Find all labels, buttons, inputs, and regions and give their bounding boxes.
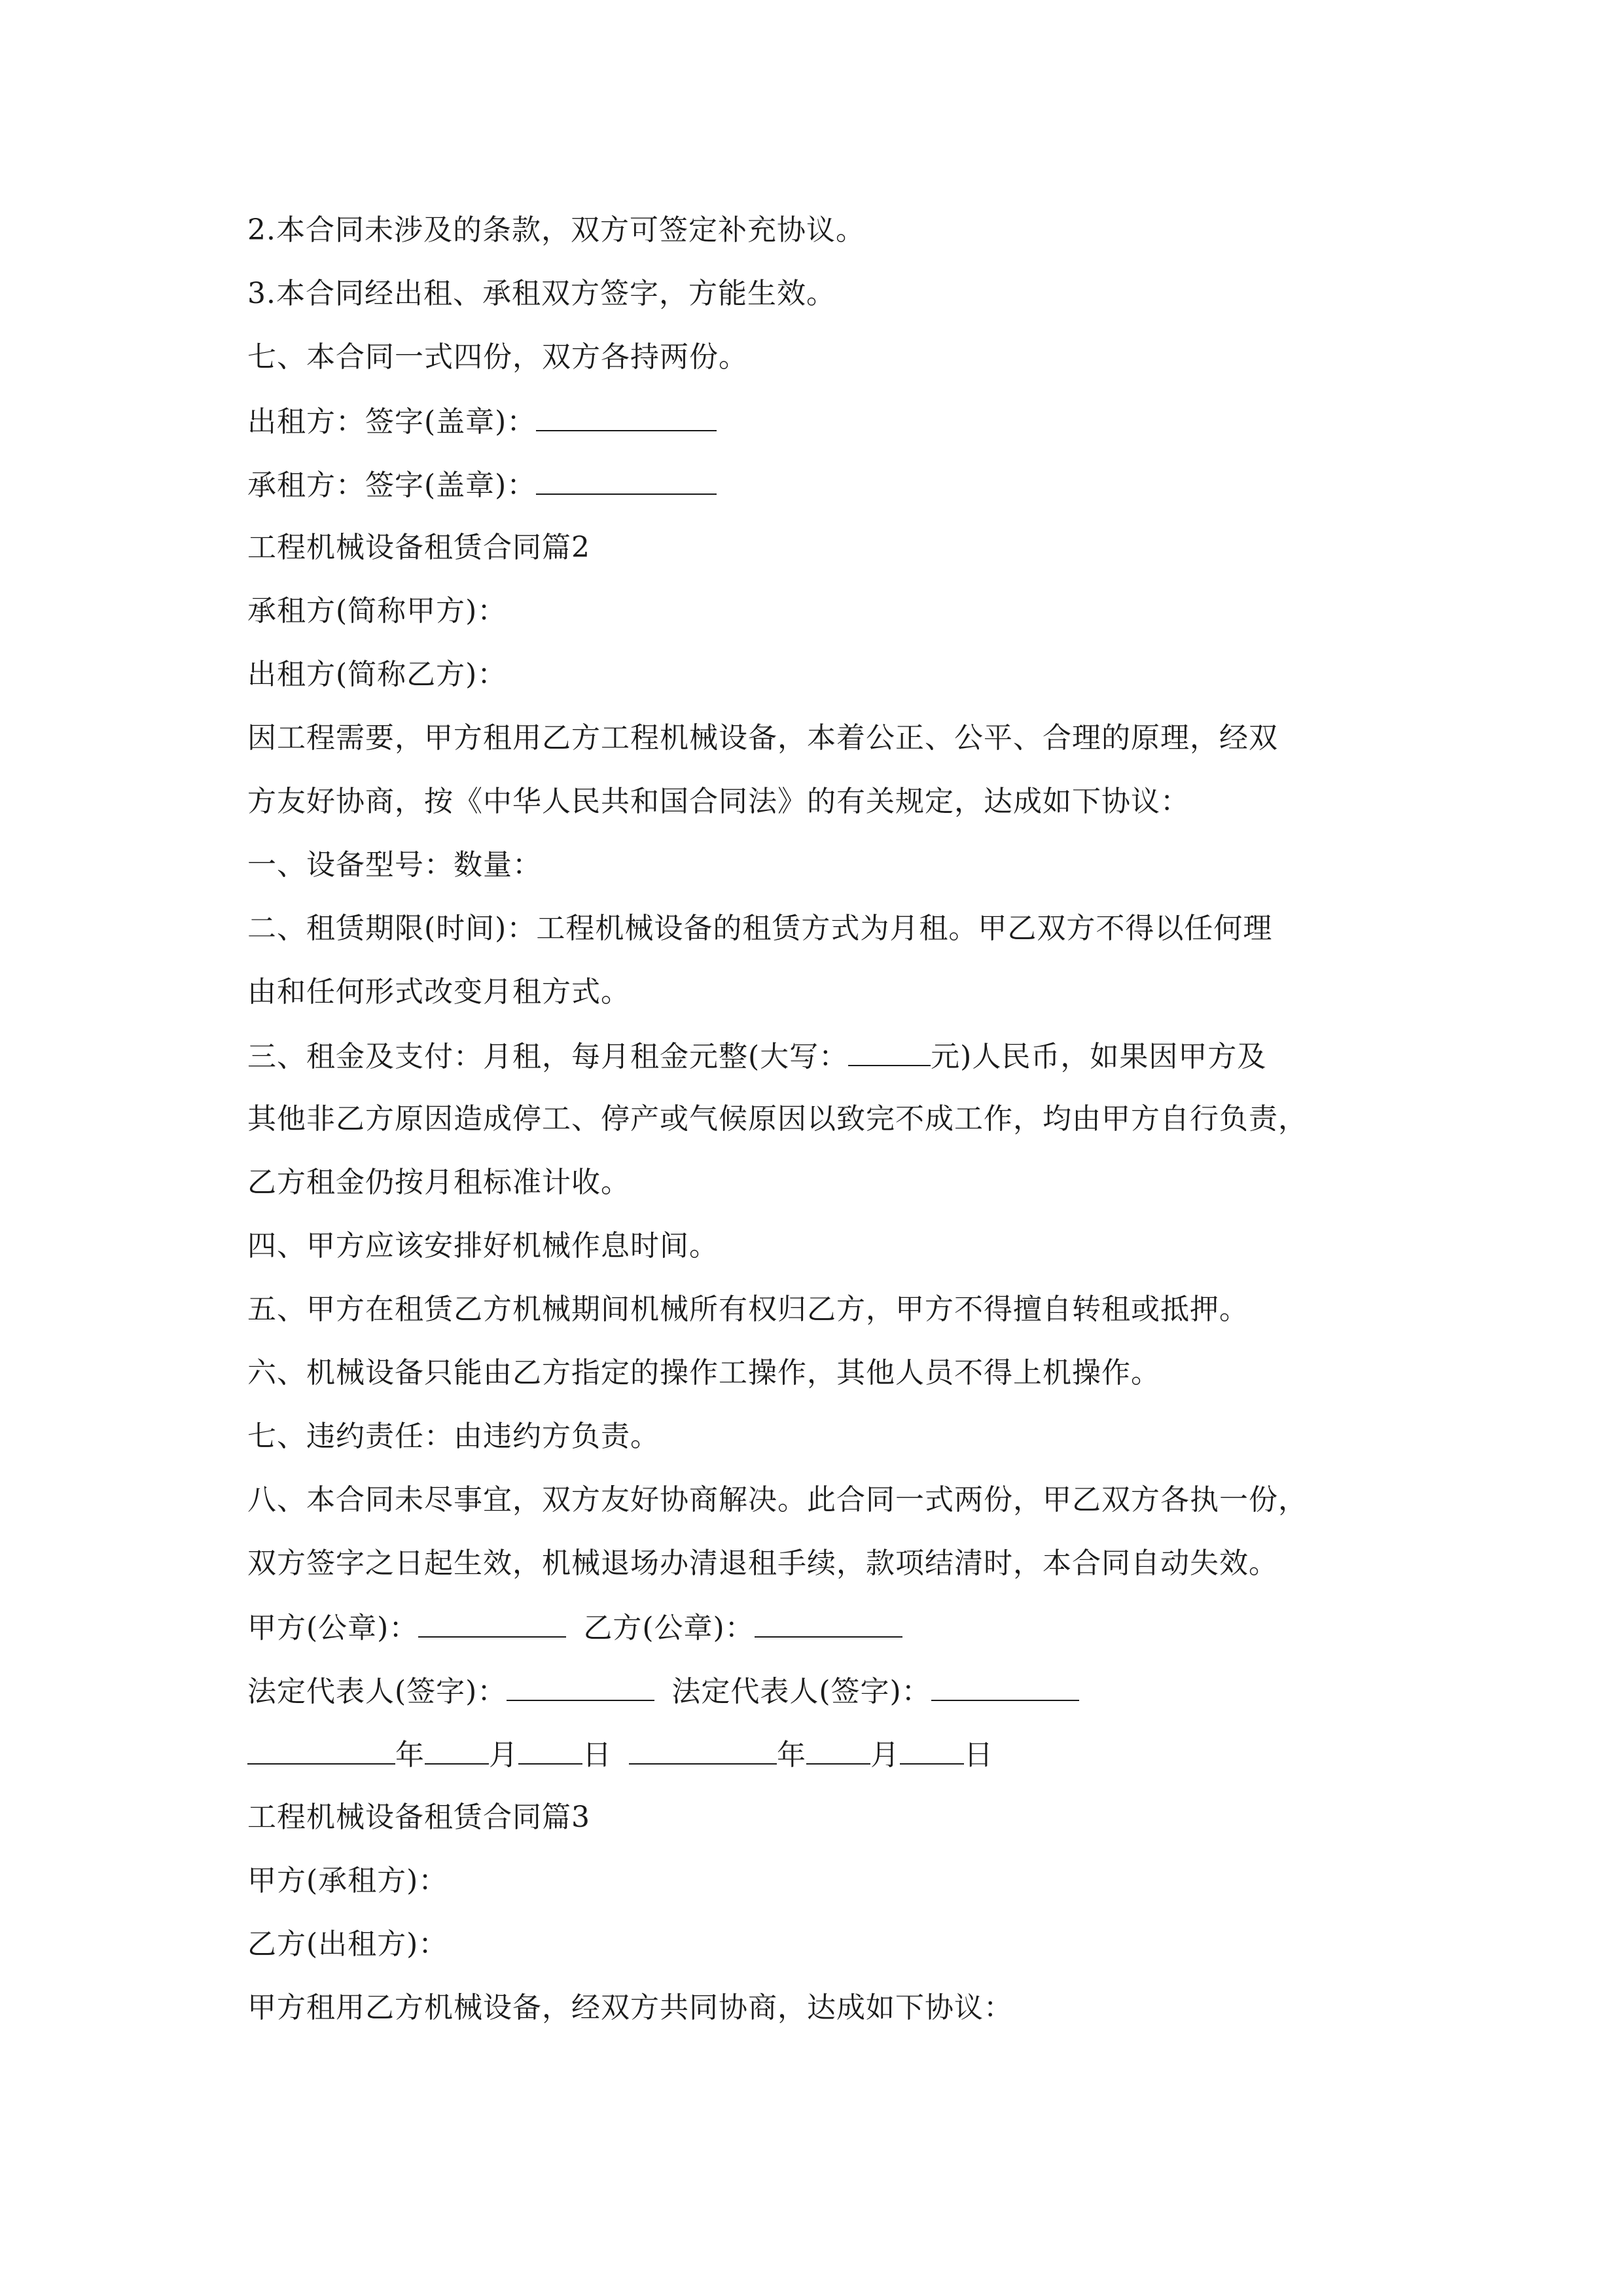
seal-line [247, 1607, 902, 1648]
legal-rep-b-label: 法定代表人(签字)： [671, 1675, 931, 1708]
clause-line: 3.本合同经出租、承租双方签字，方能生效。 [247, 277, 836, 310]
paragraph-line: 因工程需要，甲方租用乙方工程机械设备，本着公正、公平、合理的原理，经双 [247, 721, 1278, 755]
clause-line: 七、违约责任：由违约方负责。 [247, 1420, 660, 1453]
clause-line: 五、甲方在租赁乙方机械期间机械所有权归乙方，甲方不得擅自转租或抵押。 [247, 1293, 1249, 1326]
lessee-signature-line [247, 465, 717, 505]
clause-line: 六、机械设备只能由乙方指定的操作工操作，其他人员不得上机操作。 [247, 1356, 1160, 1390]
clause-line: 其他非乙方原因造成停工、停产或气候原因以致完不成工作，均由甲方自行负责， [247, 1102, 1308, 1136]
clause-line: 2.本合同未涉及的条款，双方可签定补充协议。 [247, 213, 865, 247]
clause-line: 二、租赁期限(时间)：工程机械设备的租赁方式为月租。甲乙双方不得以任何理 [247, 912, 1273, 945]
signature-blank [536, 401, 717, 431]
signature-blank [507, 1671, 654, 1701]
clause-line: 八、本合同未尽事宜，双方友好协商解决。此合同一式两份，甲乙双方各执一份， [247, 1483, 1308, 1516]
party-line: 承租方(简称甲方)： [247, 594, 507, 628]
seal-blank [755, 1607, 902, 1638]
paragraph-line: 甲方租用乙方机械设备，经双方共同协商，达成如下协议： [247, 1991, 1013, 2024]
party-a-seal-label: 甲方(公章)： [247, 1611, 419, 1645]
signature-blank [931, 1671, 1079, 1701]
lessor-signature-label: 出租方：签字(盖章)： [247, 405, 537, 439]
seal-blank [418, 1607, 566, 1638]
legal-rep-a-label: 法定代表人(签字)： [247, 1675, 507, 1708]
year-label: 年 [395, 1738, 425, 1772]
section-heading: 工程机械设备租赁合同篇3 [247, 1801, 590, 1834]
clause-line: 双方签字之日起生效，机械退场办清退租手续，款项结清时，本合同自动失效。 [247, 1547, 1278, 1580]
year-blank [247, 1734, 395, 1765]
lessor-signature-line [247, 401, 717, 442]
lessee-signature-label: 承租方：签字(盖章)： [247, 469, 537, 502]
month-label: 月 [870, 1738, 900, 1772]
clause-line: 乙方租金仍按月租标准计收。 [247, 1166, 630, 1199]
date-line [247, 1734, 993, 1775]
day-label: 日 [964, 1738, 993, 1772]
clause-line: 由和任何形式改变月租方式。 [247, 975, 630, 1009]
clause-line: 七、本合同一式四份，双方各持两份。 [247, 340, 748, 374]
section-heading: 工程机械设备租赁合同篇2 [247, 531, 590, 564]
rent-clause-line [247, 1036, 1266, 1077]
month-label: 月 [489, 1738, 518, 1772]
day-label: 日 [582, 1738, 612, 1772]
rent-clause-suffix: 元)人民币，如果因甲方及 [931, 1040, 1267, 1073]
day-blank [518, 1734, 582, 1765]
party-line: 乙方(出租方)： [247, 1928, 448, 1961]
day-blank [900, 1734, 964, 1765]
year-blank [629, 1734, 777, 1765]
party-line: 甲方(承租方)： [247, 1864, 448, 1897]
month-blank [425, 1734, 489, 1765]
clause-line: 四、甲方应该安排好机械作息时间。 [247, 1229, 719, 1263]
party-line: 出租方(简称乙方)： [247, 658, 507, 691]
party-b-seal-label: 乙方(公章)： [583, 1611, 755, 1645]
clause-line: 一、设备型号：数量： [247, 848, 542, 882]
paragraph-line: 方友好协商，按《中华人民共和国合同法》的有关规定，达成如下协议： [247, 785, 1190, 818]
month-blank [806, 1734, 870, 1765]
rent-clause-prefix: 三、租金及支付：月租，每月租金元整(大写： [247, 1040, 849, 1073]
amount-blank [848, 1036, 931, 1066]
year-label: 年 [777, 1738, 806, 1772]
legal-rep-line [247, 1671, 1079, 1712]
signature-blank [536, 465, 717, 495]
